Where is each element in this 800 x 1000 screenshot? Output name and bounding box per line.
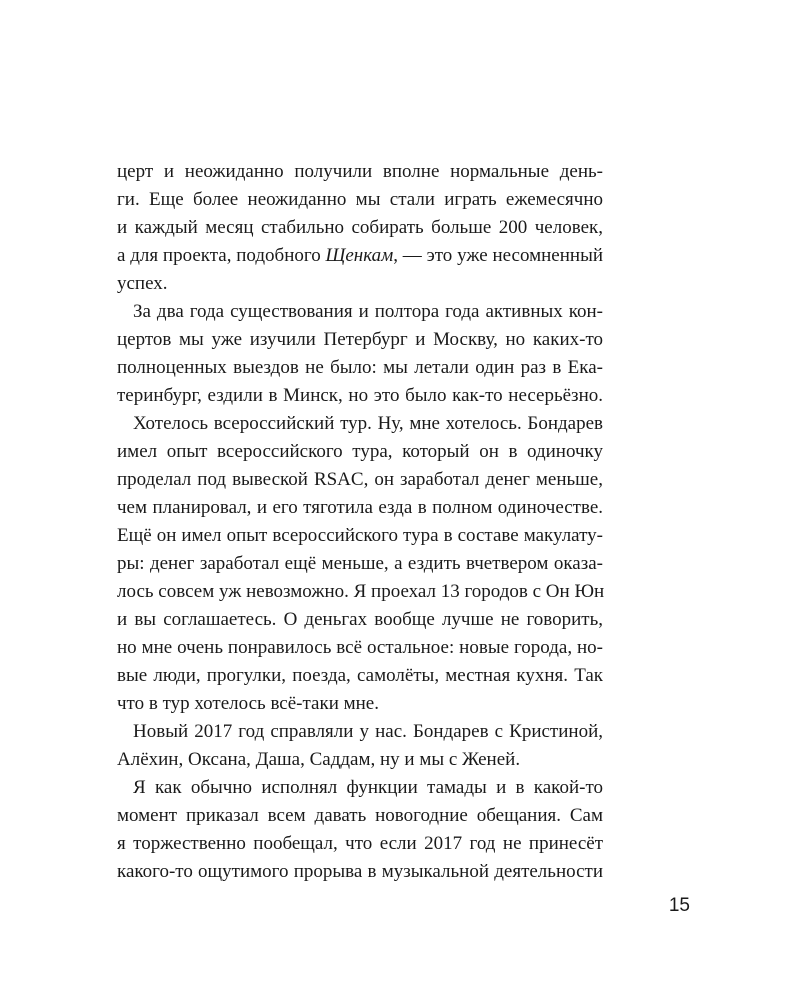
- text-line: проделал под вывеской RSAC, он заработал денег меньше,: [117, 469, 603, 490]
- text-line: момент приказал всем давать новогодние обещания. Сам: [117, 805, 603, 826]
- text-line: ры: денег заработал ещё меньше, а ездить вчетвером оказа-: [117, 553, 603, 574]
- text-line: Хотелось всероссийский тур. Ну, мне хотелось. Бондарев: [133, 413, 603, 434]
- text-line: церт и неожиданно получили вполне нормальные день-: [117, 161, 603, 182]
- text-line: лось совсем уж невозможно. Я проехал 13 городов с Он Юн: [117, 581, 605, 602]
- text-line: вые люди, прогулки, поезда, самолёты, местная кухня. Так: [117, 665, 603, 686]
- text-line: какого-то ощутимого прорыва в музыкальной деятельности: [117, 861, 603, 882]
- text-line: ги. Еще более неожиданно мы стали играть ежемесячно: [117, 189, 603, 210]
- text-line: успех.: [117, 273, 168, 294]
- text-line: имел опыт всероссийского тура, который он в одиночку: [117, 441, 603, 462]
- text-line: чем планировал, и его тяготила езда в полном одиночестве.: [117, 497, 603, 518]
- text-line: Новый 2017 год справляли у нас. Бондарев с Кристиной,: [133, 721, 603, 742]
- text-line: Алёхин, Оксана, Даша, Саддам, ну и мы с Женей.: [117, 749, 521, 770]
- text-line: но мне очень понравилось всё остальное: новые города, но-: [117, 637, 603, 658]
- text-line: [117, 242, 603, 270]
- text-line: Ещё он имел опыт всероссийского тура в составе макулату-: [117, 525, 603, 546]
- text-line: я торжественно пообещал, что если 2017 год не принесёт: [117, 833, 603, 854]
- text-line: что в тур хотелось всё-таки мне.: [117, 693, 379, 714]
- text-fragment: , — это уже несомненный: [393, 245, 604, 266]
- text-line: и каждый месяц стабильно собирать больше 200 человек,: [117, 217, 603, 238]
- text-line: теринбург, ездили в Минск, но это было как-то несерьёзно.: [117, 385, 603, 406]
- text-line: Я как обычно исполнял функции тамады и в какой-то: [133, 777, 603, 798]
- italic-band-name: Щенкам: [325, 245, 394, 266]
- text-line: цертов мы уже изучили Петербург и Москву, но каких-то: [117, 329, 603, 350]
- text-line: За два года существования и полтора года активных кон-: [133, 301, 603, 322]
- page-number: 15: [668, 895, 690, 916]
- text-line: и вы соглашаетесь. О деньгах вообще лучше не говорить,: [117, 609, 603, 630]
- text-fragment: а для проекта, подобного: [117, 245, 326, 266]
- text-line: полноценных выездов не было: мы летали один раз в Ека-: [117, 357, 603, 378]
